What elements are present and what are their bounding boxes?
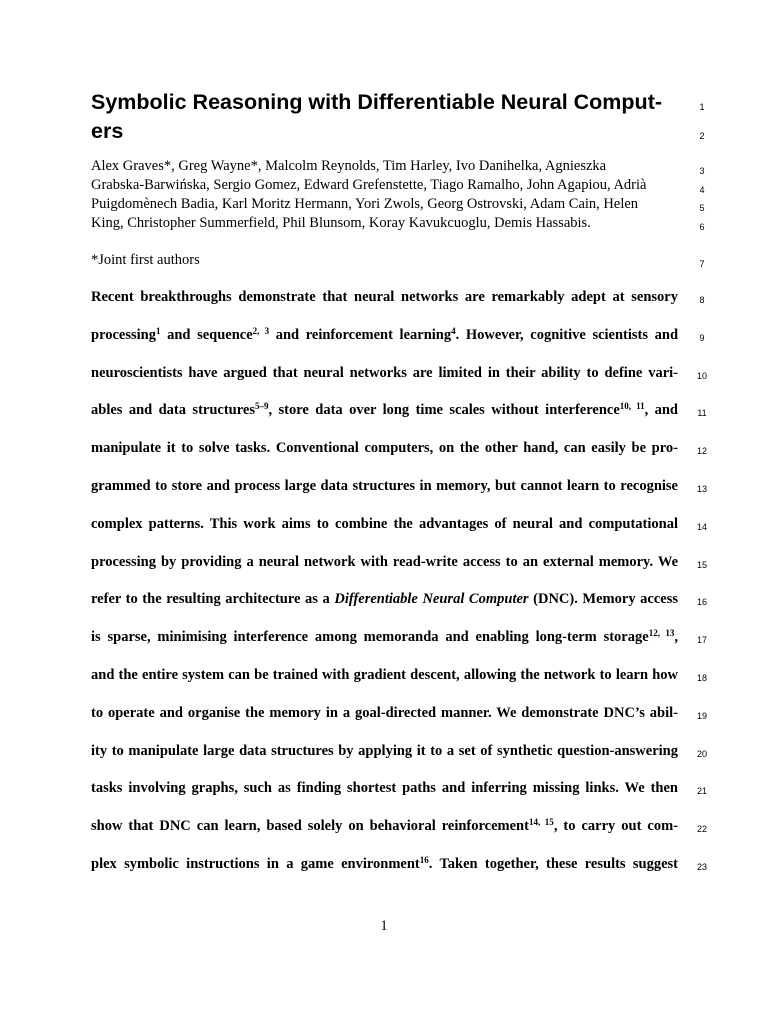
line-number: 1: [699, 102, 705, 112]
abstract-text: and the entire system can be trained with gradient descent, allowing the network to learn how: [91, 667, 678, 683]
abstract-line: [91, 590, 678, 609]
abstract-text: plex symbolic instructions in a game environment: [91, 856, 420, 872]
line-number: 22: [696, 824, 707, 835]
joint-authors-note: *Joint first authors: [91, 252, 200, 268]
citation-superscript: 12, 13: [648, 628, 675, 639]
abstract-text: manipulate it to solve tasks. Conventional computers, on the other hand, can easily be pro-: [91, 440, 678, 457]
line-number: 13: [696, 484, 707, 494]
citation-superscript: 16: [419, 855, 429, 865]
abstract-line: [91, 553, 678, 572]
abstract-text: ity to manipulate large data structures by applying it to a set of synthetic question-answering: [91, 742, 678, 759]
abstract-text: grammed to store and process large data structures in memory, but cannot learn to recognise: [91, 478, 678, 494]
abstract-line: [91, 364, 678, 383]
abstract-text: ,: [674, 629, 679, 646]
abstract-line: [91, 515, 678, 534]
citation-superscript: 1: [156, 325, 161, 336]
line-number: 10: [696, 370, 707, 381]
abstract-line: [91, 288, 678, 307]
author-line: Grabska-Barwińska, Sergio Gomez, Edward Grefenstette, Tiago Ramalho, John Agapiou, Adrià: [91, 177, 647, 193]
abstract-text: Recent breakthroughs demonstrate that neural networks are remarkably adept at sensory: [91, 289, 678, 305]
line-number: 5: [699, 203, 705, 213]
abstract-line: [91, 779, 678, 798]
abstract-text: is sparse, minimising interference among memoranda and enabling long-term storage: [91, 629, 649, 646]
line-number: 11: [697, 408, 707, 419]
line-number: 7: [699, 259, 705, 269]
abstract-text: complex patterns. This work aims to combine the advantages of neural and computational: [91, 515, 678, 532]
abstract-text: tasks involving graphs, such as finding shortest paths and inferring missing links. We then: [91, 780, 678, 797]
citation-superscript: 14, 15: [528, 817, 554, 828]
line-number: 2: [699, 131, 705, 141]
citation-superscript: 5–9: [254, 401, 269, 412]
abstract-text: show that DNC can learn, based solely on behavioral reinforcement: [91, 818, 529, 835]
citation-superscript: 2, 3: [252, 325, 270, 336]
abstract-text: , store data over long time scales without interference: [268, 402, 620, 419]
author-line: Alex Graves*, Greg Wayne*, Malcolm Reynolds, Tim Harley, Ivo Danihelka, Agnieszka: [91, 158, 607, 174]
citation-superscript: 4: [451, 325, 456, 336]
title-line: ers: [91, 119, 124, 143]
abstract-text: to operate and organise the memory in a goal-directed manner. We demonstrate DNC’s abil-: [91, 704, 678, 721]
line-number: 6: [699, 222, 705, 232]
line-number: 19: [696, 710, 707, 721]
line-number: 12: [696, 446, 707, 457]
abstract-text: . However, cognitive scientists and: [455, 326, 679, 343]
abstract-text: ables and data structures: [91, 402, 255, 419]
line-number: 8: [699, 295, 705, 305]
line-number: 18: [696, 673, 707, 683]
line-number: 20: [696, 748, 707, 759]
abstract-text: . Taken together, these results suggest: [428, 856, 678, 872]
line-number: 16: [696, 597, 707, 608]
abstract-text: and reinforcement learning: [269, 326, 452, 343]
page-number: 1: [380, 918, 388, 934]
abstract-line: [91, 666, 678, 685]
line-number: 3: [699, 166, 705, 176]
italic-term: Differentiable Neural Computer: [334, 591, 529, 608]
author-line: Puigdomènech Badia, Karl Moritz Hermann, Yori Zwols, Georg Ostrovski, Adam Cain, Helen: [91, 196, 639, 212]
abstract-line: [91, 401, 678, 420]
abstract-line: [91, 477, 678, 496]
line-number: 23: [696, 862, 707, 872]
abstract-text: processing: [91, 326, 156, 343]
author-line: King, Christopher Summerfield, Phil Blunsom, Koray Kavukcuoglu, Demis Hassabis.: [91, 215, 591, 231]
line-number: 4: [699, 185, 705, 195]
line-number: 21: [696, 786, 707, 797]
line-number: 17: [696, 635, 707, 646]
abstract-line: [91, 817, 678, 836]
abstract-line: [91, 326, 678, 345]
abstract-line: [91, 628, 678, 647]
abstract-text: refer to the resulting architecture as a: [91, 591, 335, 608]
title-line: Symbolic Reasoning with Differentiable Neural Comput-: [91, 90, 663, 114]
abstract-text: , and: [644, 402, 678, 419]
line-number: 14: [696, 521, 707, 532]
citation-superscript: 10, 11: [619, 401, 645, 412]
abstract-text: , to carry out com-: [553, 818, 678, 835]
abstract-line: [91, 742, 678, 761]
abstract-line: [91, 439, 678, 458]
abstract-text: (DNC). Memory access: [528, 591, 678, 608]
abstract-text: neuroscientists have argued that neural networks are limited in their ability to define vari-: [91, 364, 678, 381]
line-number: 15: [696, 559, 707, 570]
line-number: 9: [699, 332, 705, 343]
abstract-text: and sequence: [160, 326, 253, 343]
abstract-line: [91, 704, 678, 723]
abstract-line: [91, 855, 678, 874]
abstract-text: processing by providing a neural network with read-write access to an external memory. We: [91, 553, 678, 570]
